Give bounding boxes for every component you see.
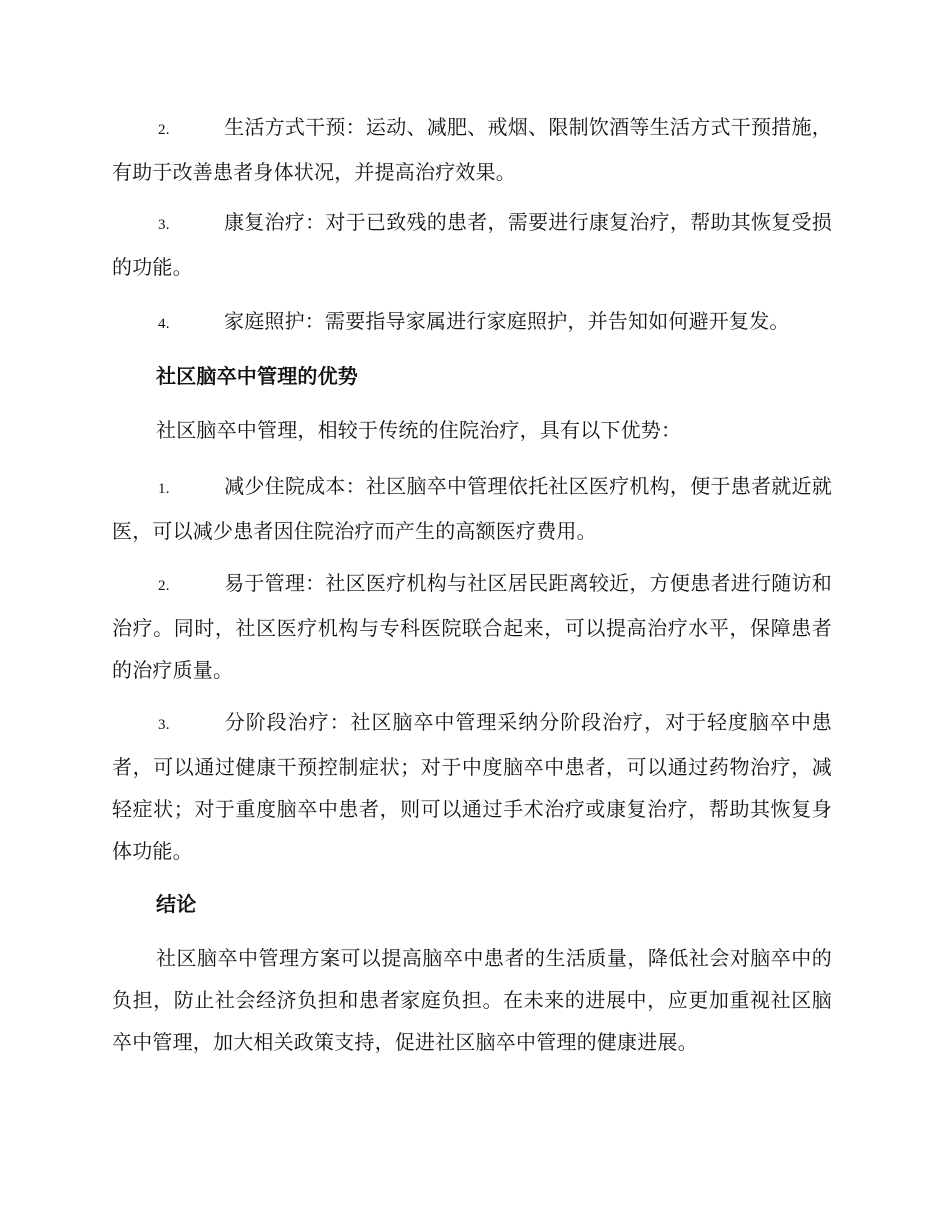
section-intro-paragraph: 社区脑卒中管理，相较于传统的住院治疗，具有以下优势： <box>156 418 682 442</box>
section-heading-conclusion: 结论 <box>156 892 197 916</box>
list-item <box>112 701 832 872</box>
list-item <box>112 300 832 345</box>
list-item-number: 2. <box>158 122 170 138</box>
section-heading-advantages: 社区脑卒中管理的优势 <box>156 364 358 388</box>
list-item <box>112 562 832 691</box>
list-item <box>112 106 832 193</box>
list-item-text: 康复治疗：对于已致残的患者，需要进行康复治疗，帮助其恢复受损的功能。 <box>112 210 832 279</box>
list-item-number: 4. <box>158 316 170 332</box>
list-item <box>112 465 832 552</box>
list-item-text: 分阶段治疗：社区脑卒中管理采纳分阶段治疗，对于轻度脑卒中患者，可以通过健康干预控制症状；对于中度脑卒中患者，可以通过药物治疗，减轻症状；对于重度脑卒中患者，则可以通过手术治疗或康复治疗，帮助其恢复身体功能。 <box>112 710 832 863</box>
list-item-text: 生活方式干预：运动、减肥、戒烟、限制饮酒等生活方式干预措施，有助于改善患者身体状况，并提高治疗效果。 <box>112 115 832 184</box>
list-item-text: 减少住院成本：社区脑卒中管理依托社区医疗机构，便于患者就近就医，可以减少患者因住院治疗而产生的高额医疗费用。 <box>112 474 832 543</box>
list-item-text: 家庭照护：需要指导家属进行家庭照护，并告知如何避开复发。 <box>224 309 790 333</box>
list-item-number: 1. <box>158 481 170 497</box>
list-item-number: 3. <box>158 217 170 233</box>
list-item-number: 2. <box>158 578 170 594</box>
list-item <box>112 201 832 288</box>
conclusion-paragraph: 社区脑卒中管理方案可以提高脑卒中患者的生活质量，降低社会对脑卒中的负担，防止社会经济负担和患者家庭负担。在未来的进展中，应更加重视社区脑卒中管理，加大相关政策支持，促进社区脑卒中管理的健康进展。 <box>112 946 832 1054</box>
list-item-text: 易于管理：社区医疗机构与社区居民距离较近，方便患者进行随访和治疗。同时，社区医疗机构与专科医院联合起来，可以提高治疗水平，保障患者的治疗质量。 <box>112 571 832 682</box>
list-item-number: 3. <box>158 717 170 733</box>
